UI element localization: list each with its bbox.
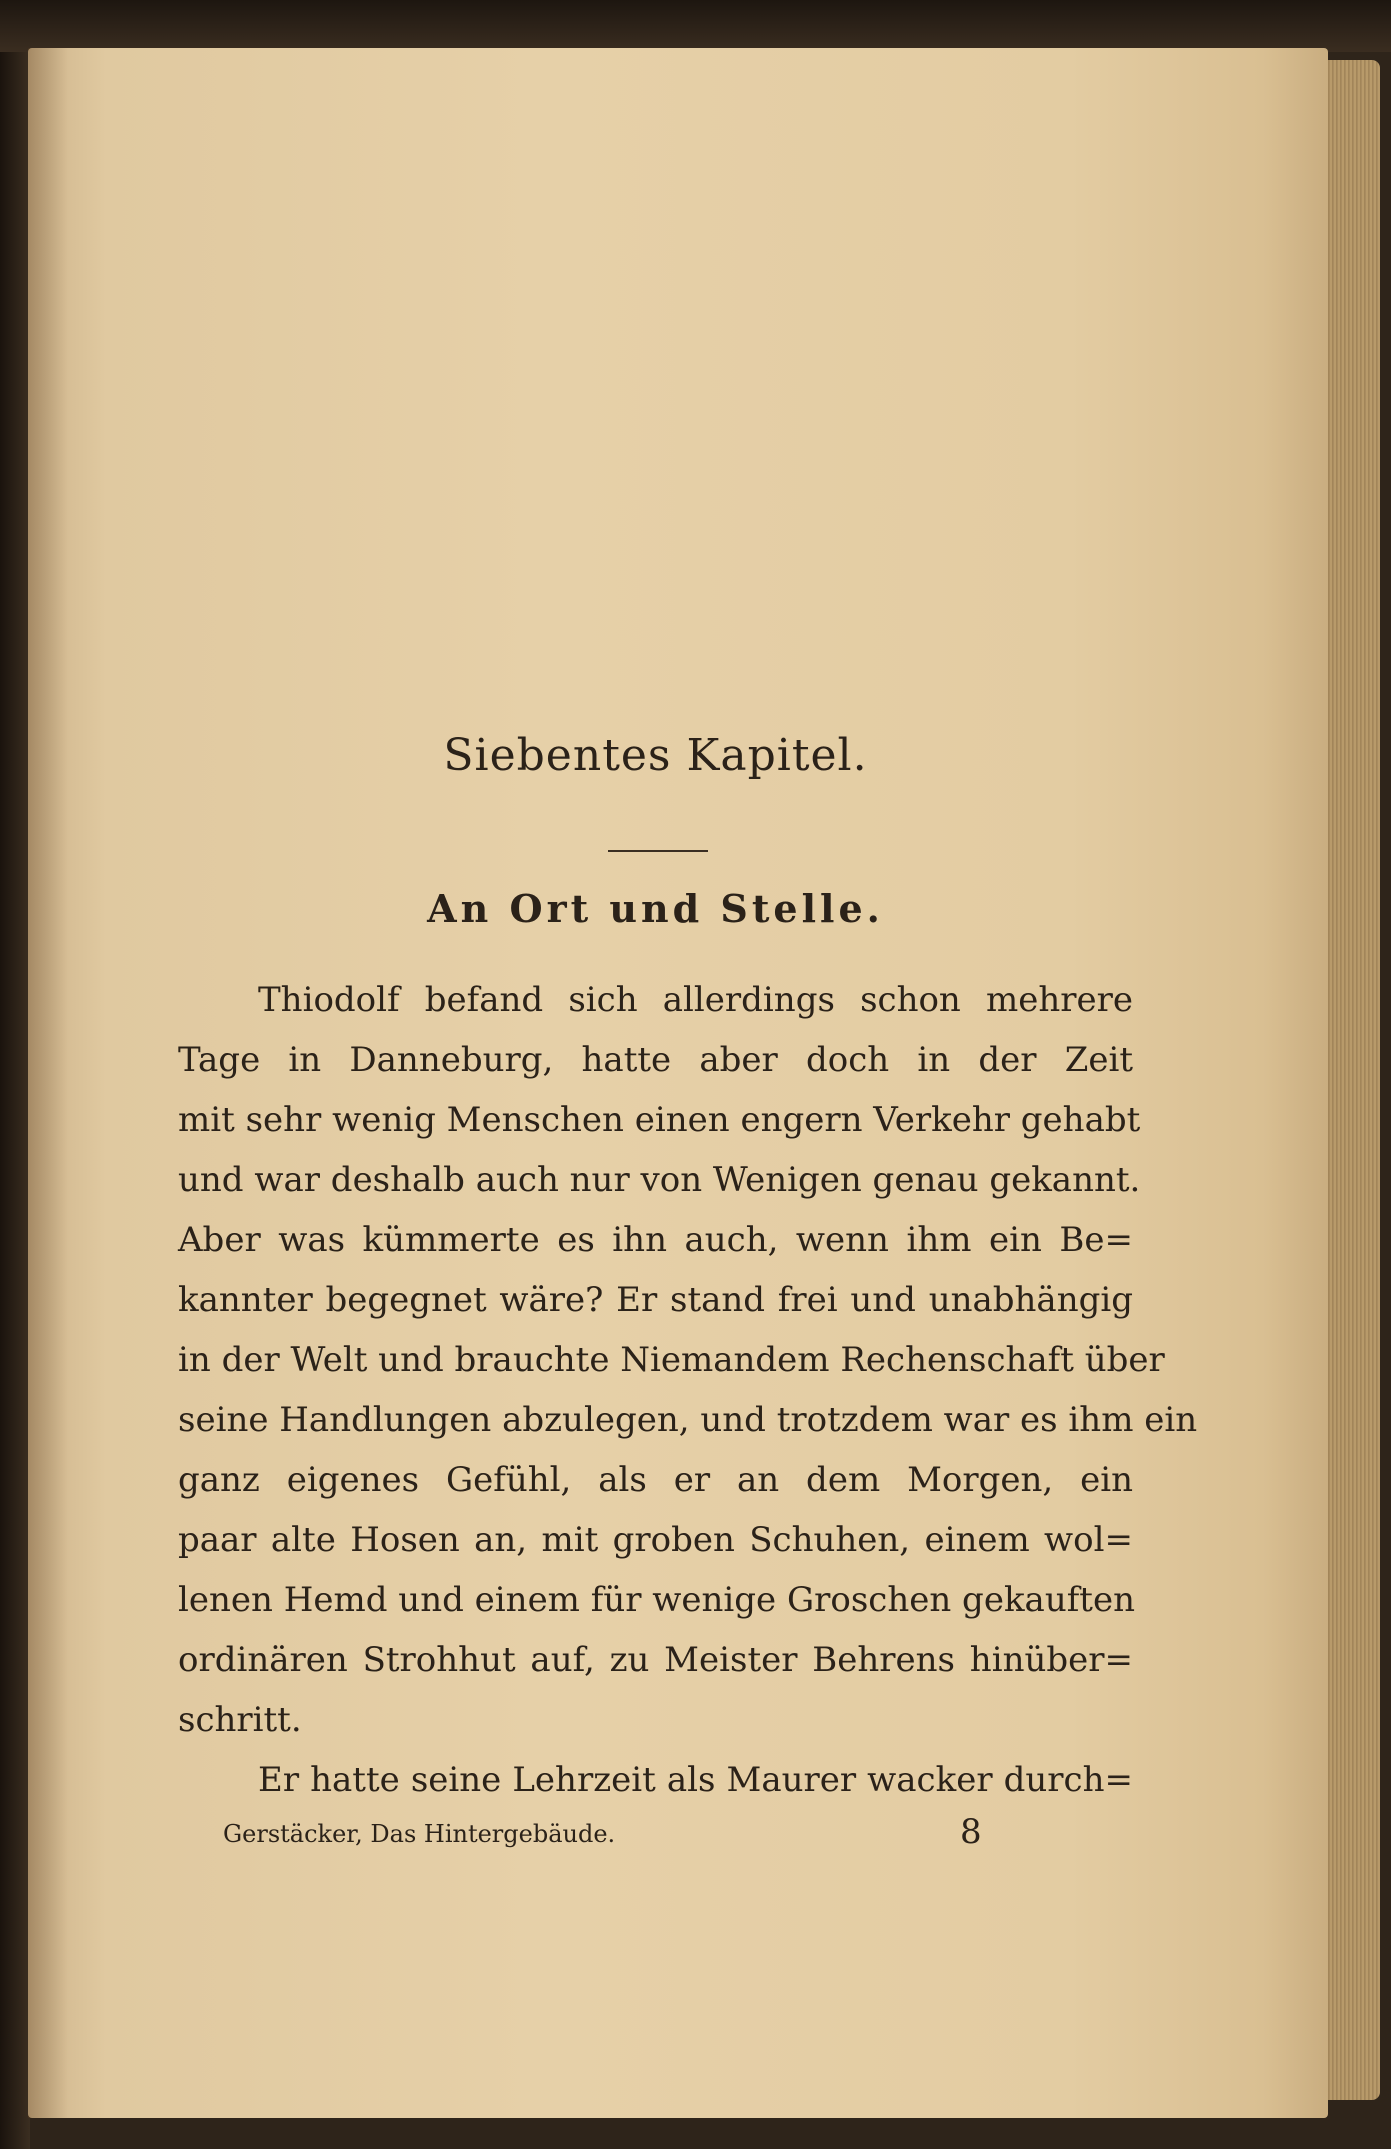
text-line: und war deshalb auch nur von Wenigen genau gekannt.: [178, 1160, 1141, 1200]
book-binding-top: [0, 0, 1391, 52]
text-line: Er hatte seine Lehrzeit als Maurer wacker durch=: [258, 1760, 1133, 1800]
text-line: Tage in Danneburg, hatte aber doch in der Zeit: [178, 1040, 1133, 1080]
text-line: kannter begegnet wäre? Er stand frei und unabhängig: [178, 1280, 1133, 1320]
text-line: schritt.: [178, 1700, 302, 1740]
page-number: 8: [960, 1812, 982, 1852]
section-title: An Ort und Stelle.: [427, 886, 884, 931]
chapter-title: Siebentes Kapitel.: [443, 730, 868, 781]
text-line: paar alte Hosen an, mit groben Schuhen, einem wol=: [178, 1520, 1133, 1560]
text-line: ganz eigenes Gefühl, als er an dem Morgen, ein: [178, 1460, 1133, 1500]
title-divider: [608, 850, 708, 852]
text-line: lenen Hemd und einem für wenige Groschen gekauften: [178, 1580, 1135, 1620]
page-gutter-shadow: [28, 48, 68, 2118]
text-line: Aber was kümmerte es ihn auch, wenn ihm ein Be=: [178, 1220, 1133, 1260]
text-line: in der Welt und brauchte Niemandem Rechenschaft über: [178, 1340, 1165, 1380]
book-binding-left: [0, 0, 30, 2149]
footer-author-title: Gerstäcker, Das Hintergebäude.: [223, 1820, 616, 1848]
text-line: seine Handlungen abzulegen, und trotzdem war es ihm ein: [178, 1400, 1198, 1440]
text-line: Thiodolf befand sich allerdings schon mehrere: [258, 980, 1133, 1020]
text-line: mit sehr wenig Menschen einen engern Verkehr gehabt: [178, 1100, 1141, 1140]
text-line: ordinären Strohhut auf, zu Meister Behrens hinüber=: [178, 1640, 1133, 1680]
book-page: [28, 48, 1328, 2118]
